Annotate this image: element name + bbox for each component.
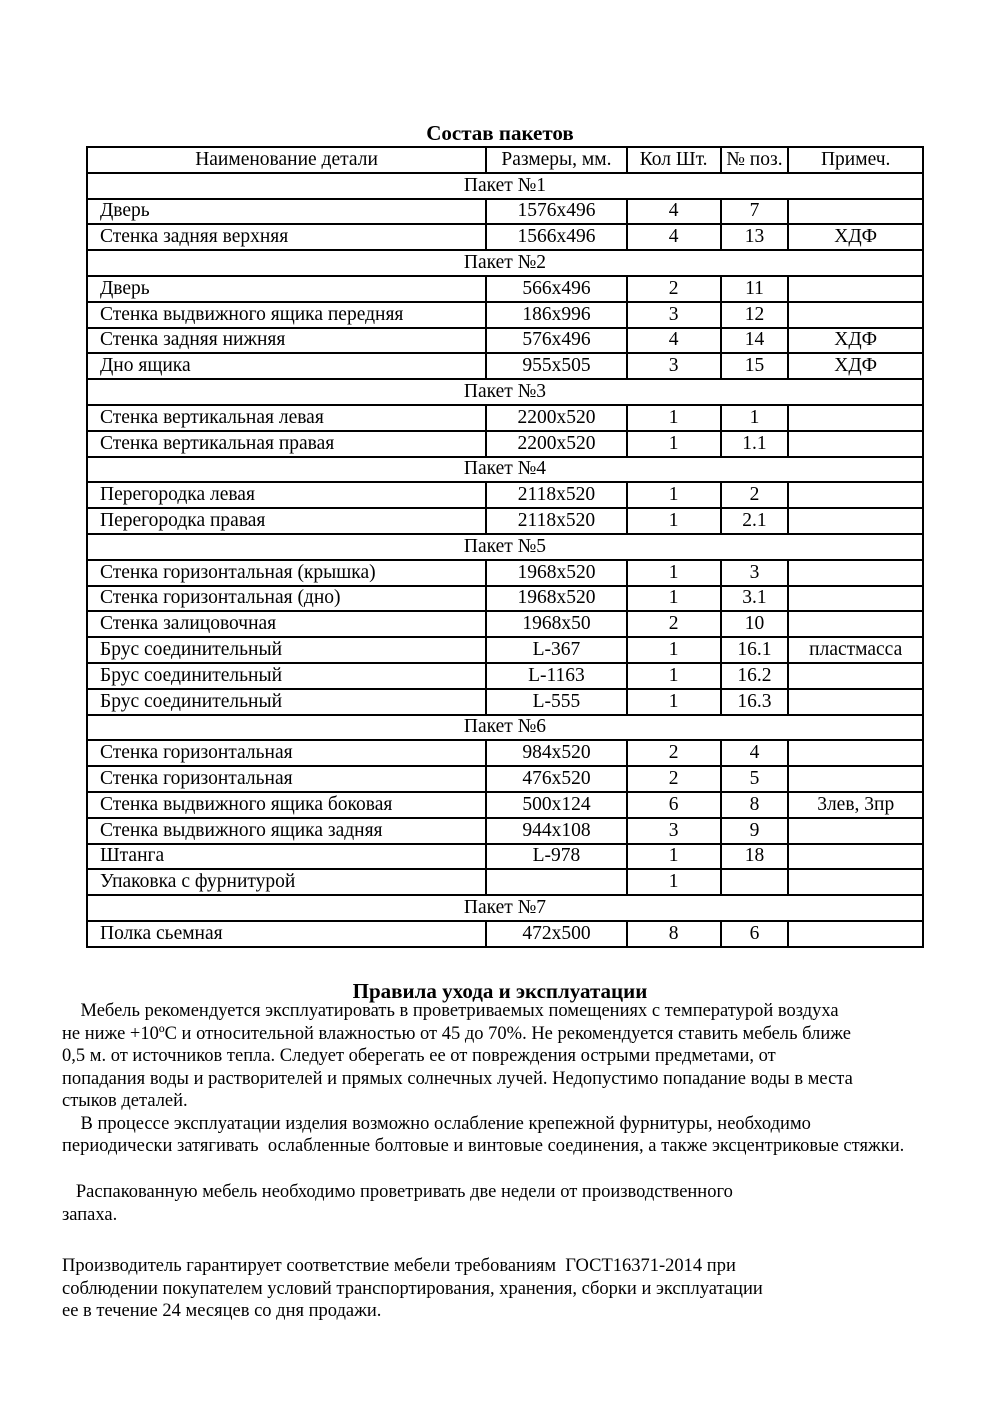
part-pos: 6 <box>721 921 789 947</box>
part-pos: 16.1 <box>721 637 789 663</box>
header-size: Размеры, мм. <box>486 147 627 173</box>
part-size <box>486 869 627 895</box>
table-row <box>87 328 923 354</box>
part-qty: 1 <box>627 431 721 457</box>
part-qty: 2 <box>627 740 721 766</box>
part-pos: 3 <box>721 560 789 586</box>
part-name: Стенка выдвижного ящика задняя <box>87 818 486 844</box>
text-line: запаха. <box>62 1204 118 1225</box>
part-qty: 4 <box>627 224 721 250</box>
text-line: стыков деталей. <box>62 1091 188 1111</box>
part-note: ХДФ <box>788 224 923 250</box>
part-size: 1576x496 <box>486 199 627 225</box>
care-paragraph <box>62 1000 904 1158</box>
part-name: Полка сьемная <box>87 921 486 947</box>
part-note: пластмасса <box>788 637 923 663</box>
part-size: 1968x50 <box>486 611 627 637</box>
text-line: попадания воды и растворителей и прямых солнечных лучей. Недопустимо попадание воды в места <box>62 1068 853 1089</box>
part-name: Стенка горизонтальная (дно) <box>87 586 486 612</box>
part-pos: 1.1 <box>721 431 789 457</box>
part-qty: 1 <box>627 689 721 715</box>
part-note <box>788 611 923 637</box>
part-size: 576x496 <box>486 328 627 354</box>
text-line: Распакованную мебель необходимо проветривать две недели от производственного <box>62 1182 733 1202</box>
package-label: Пакет №7 <box>87 895 923 921</box>
table-row <box>87 792 923 818</box>
part-size: 944x108 <box>486 818 627 844</box>
part-name: Стенка вертикальная правая <box>87 431 486 457</box>
package-label: Пакет №5 <box>87 534 923 560</box>
part-size: 2200x520 <box>486 405 627 431</box>
part-name: Стенка залицовочная <box>87 611 486 637</box>
part-pos: 15 <box>721 353 789 379</box>
part-note <box>788 276 923 302</box>
part-note: 3лев, 3пр <box>788 792 923 818</box>
text-line: ее в течение 24 месяцев со дня продажи. <box>62 1301 382 1321</box>
package-row <box>87 173 923 199</box>
table-row <box>87 586 923 612</box>
part-name: Стенка горизонтальная <box>87 740 486 766</box>
part-qty: 4 <box>627 199 721 225</box>
part-pos: 14 <box>721 328 789 354</box>
part-qty: 1 <box>627 405 721 431</box>
package-row <box>87 379 923 405</box>
packages-table <box>86 146 924 948</box>
table-row <box>87 353 923 379</box>
part-name: Стенка горизонтальная <box>87 766 486 792</box>
part-pos: 16.2 <box>721 663 789 689</box>
package-row <box>87 715 923 741</box>
part-name: Брус соединительный <box>87 663 486 689</box>
table-title: Состав пакетов <box>426 121 574 145</box>
table-row <box>87 611 923 637</box>
part-size: 2118x520 <box>486 508 627 534</box>
part-size: 2200x520 <box>486 431 627 457</box>
table-row <box>87 663 923 689</box>
part-pos: 13 <box>721 224 789 250</box>
table-row <box>87 921 923 947</box>
part-size: 186x996 <box>486 302 627 328</box>
part-qty: 2 <box>627 611 721 637</box>
package-row <box>87 250 923 276</box>
part-pos: 11 <box>721 276 789 302</box>
part-size: 472x500 <box>486 921 627 947</box>
part-qty: 1 <box>627 869 721 895</box>
part-note <box>788 482 923 508</box>
part-pos: 9 <box>721 818 789 844</box>
part-size: 476x520 <box>486 766 627 792</box>
table-row <box>87 560 923 586</box>
part-note <box>788 431 923 457</box>
part-qty: 1 <box>627 482 721 508</box>
part-size: 500x124 <box>486 792 627 818</box>
part-pos: 2 <box>721 482 789 508</box>
text-line: не ниже +10ºC и относительной влажностью от 45 до 70%. Не рекомендуется ставить мебель ближе <box>62 1023 851 1044</box>
part-size: 1566x496 <box>486 224 627 250</box>
part-note <box>788 199 923 225</box>
text-line: 0,5 м. от источников тепла. Следует оберегать ее от повреждения острыми предметами, от <box>62 1046 776 1066</box>
table-row <box>87 818 923 844</box>
ventilation-paragraph <box>62 1181 733 1226</box>
part-qty: 1 <box>627 508 721 534</box>
part-note <box>788 818 923 844</box>
text-line: Производитель гарантирует соответствие мебели требованиям ГОСТ16371-2014 при <box>62 1256 736 1276</box>
table-row <box>87 740 923 766</box>
part-pos: 8 <box>721 792 789 818</box>
package-label: Пакет №6 <box>87 715 923 741</box>
package-row <box>87 534 923 560</box>
table-row <box>87 844 923 870</box>
part-note <box>788 663 923 689</box>
part-name: Перегородка правая <box>87 508 486 534</box>
part-size: 984x520 <box>486 740 627 766</box>
package-label: Пакет №1 <box>87 173 923 199</box>
part-qty: 2 <box>627 766 721 792</box>
part-name: Дно ящика <box>87 353 486 379</box>
part-qty: 6 <box>627 792 721 818</box>
part-qty: 3 <box>627 818 721 844</box>
header-qty: Кол Шт. <box>627 147 721 173</box>
table-row <box>87 482 923 508</box>
part-size: L-1163 <box>486 663 627 689</box>
part-pos <box>721 869 789 895</box>
part-qty: 1 <box>627 844 721 870</box>
table-row <box>87 637 923 663</box>
table-row <box>87 766 923 792</box>
part-qty: 1 <box>627 663 721 689</box>
part-name: Стенка задняя нижняя <box>87 328 486 354</box>
part-name: Перегородка левая <box>87 482 486 508</box>
warranty-paragraph <box>62 1255 763 1323</box>
part-note <box>788 766 923 792</box>
text-line: соблюдении покупателем условий транспортирования, хранения, сборки и эксплуатации <box>62 1278 763 1299</box>
part-note <box>788 869 923 895</box>
table-row <box>87 199 923 225</box>
part-pos: 12 <box>721 302 789 328</box>
part-pos: 3.1 <box>721 586 789 612</box>
text-line: Мебель рекомендуется эксплуатировать в проветриваемых помещениях с температурой воздуха <box>62 1001 839 1021</box>
part-name: Стенка задняя верхняя <box>87 224 486 250</box>
table-row <box>87 276 923 302</box>
part-size: L-367 <box>486 637 627 663</box>
part-name: Дверь <box>87 276 486 302</box>
part-pos: 18 <box>721 844 789 870</box>
part-note <box>788 302 923 328</box>
part-note: ХДФ <box>788 328 923 354</box>
package-row <box>87 895 923 921</box>
part-size: 1968x520 <box>486 560 627 586</box>
part-qty: 3 <box>627 353 721 379</box>
part-qty: 3 <box>627 302 721 328</box>
part-name: Стенка выдвижного ящика передняя <box>87 302 486 328</box>
part-pos: 1 <box>721 405 789 431</box>
part-note <box>788 921 923 947</box>
part-size: 1968x520 <box>486 586 627 612</box>
part-note: ХДФ <box>788 353 923 379</box>
part-size: 566x496 <box>486 276 627 302</box>
table-row <box>87 431 923 457</box>
part-note <box>788 586 923 612</box>
part-pos: 10 <box>721 611 789 637</box>
part-pos: 5 <box>721 766 789 792</box>
part-name: Штанга <box>87 844 486 870</box>
part-note <box>788 844 923 870</box>
part-pos: 16.3 <box>721 689 789 715</box>
part-note <box>788 689 923 715</box>
package-label: Пакет №2 <box>87 250 923 276</box>
part-size: 955x505 <box>486 353 627 379</box>
table-row <box>87 689 923 715</box>
part-name: Стенка горизонтальная (крышка) <box>87 560 486 586</box>
part-pos: 7 <box>721 199 789 225</box>
part-qty: 1 <box>627 586 721 612</box>
part-note <box>788 560 923 586</box>
part-name: Брус соединительный <box>87 689 486 715</box>
part-note <box>788 508 923 534</box>
part-size: L-978 <box>486 844 627 870</box>
table-row <box>87 508 923 534</box>
package-row <box>87 457 923 483</box>
text-line: В процессе эксплуатации изделия возможно ослабление крепежной фурнитуры, необходимо <box>62 1113 811 1134</box>
table-row <box>87 224 923 250</box>
part-qty: 2 <box>627 276 721 302</box>
part-name: Упаковка с фурнитурой <box>87 869 486 895</box>
part-note <box>788 740 923 766</box>
part-size: L-555 <box>486 689 627 715</box>
header-pos: № поз. <box>721 147 789 173</box>
table-row <box>87 302 923 328</box>
package-label: Пакет №4 <box>87 457 923 483</box>
header-note: Примеч. <box>788 147 923 173</box>
table-header-row <box>87 147 923 173</box>
package-label: Пакет №3 <box>87 379 923 405</box>
part-name: Брус соединительный <box>87 637 486 663</box>
part-pos: 2.1 <box>721 508 789 534</box>
table-row <box>87 405 923 431</box>
part-name: Стенка выдвижного ящика боковая <box>87 792 486 818</box>
part-name: Стенка вертикальная левая <box>87 405 486 431</box>
care-title: Правила ухода и эксплуатации <box>352 979 648 1003</box>
text-line: периодически затягивать ослабленные болтовые и винтовые соединения, а также эксцентриковые стяжки. <box>62 1136 905 1156</box>
part-qty: 4 <box>627 328 721 354</box>
part-qty: 1 <box>627 637 721 663</box>
part-name: Дверь <box>87 199 486 225</box>
part-pos: 4 <box>721 740 789 766</box>
table-row <box>87 869 923 895</box>
part-qty: 1 <box>627 560 721 586</box>
part-qty: 8 <box>627 921 721 947</box>
header-name: Наименование детали <box>87 147 486 173</box>
part-note <box>788 405 923 431</box>
part-size: 2118x520 <box>486 482 627 508</box>
